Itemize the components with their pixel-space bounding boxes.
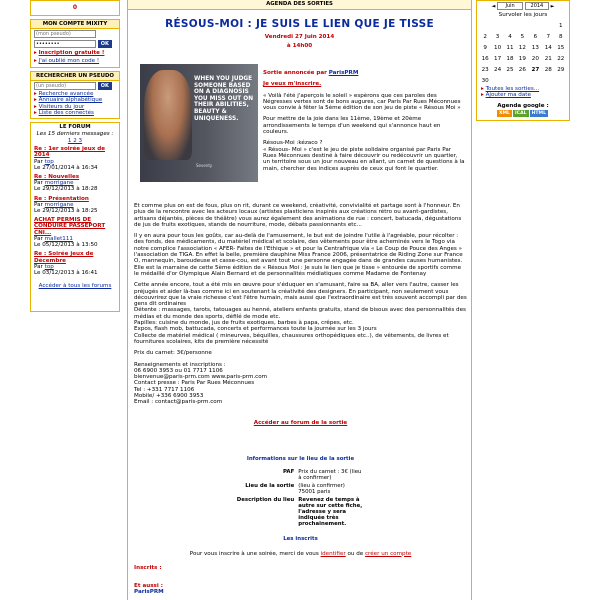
all-forums-link[interactable]: Accéder à tous les forums	[38, 283, 112, 290]
event-time: à 14h00	[286, 43, 313, 49]
create-account-link[interactable]: créer un compte	[364, 550, 412, 557]
search-ok-button[interactable]: OK	[98, 82, 112, 90]
forum-pages[interactable]: 1 2 3	[67, 137, 83, 144]
main-content	[127, 0, 472, 600]
forum-item-date: Le 05/12/2013 à 13:50	[34, 242, 98, 249]
forum-item-date: Le 03/12/2013 à 16:41	[34, 269, 98, 276]
selected-day[interactable]: 27	[531, 66, 540, 73]
info-row: Description du lieu Revenez de temps à autre sur cette fiche, l'adresse y sera indiquée très prochainement.	[236, 497, 363, 528]
prev-month-arrow-icon[interactable]: ◄	[491, 3, 496, 10]
signup-link[interactable]: Inscription gratuite !	[38, 50, 105, 56]
info-header: Informations sur le lieu de la sortie	[246, 455, 355, 462]
inscription-notice: Pour vous inscrire à une soirée, merci de vous identifier ou de créer un compte	[189, 550, 412, 557]
forum-item-author[interactable]: morrigane	[44, 201, 74, 208]
poster-signature: Seventy	[196, 163, 213, 168]
forum-item: Re : 1er soirée jeux de 2014 Par top Le 27/01/2014 à 16:34	[34, 146, 106, 171]
login-ok-button[interactable]: OK	[98, 40, 112, 48]
info-row: Lieu de la sortie (lieu à confirmer) 75001 paris	[245, 483, 345, 496]
forum-box	[30, 122, 120, 312]
forum-item-title[interactable]: ACHAT PERMIS DE CONDUIRE PASSEPORT CNI...	[34, 217, 106, 236]
html-feed-button[interactable]: HTML	[531, 110, 547, 116]
join-link[interactable]: Je veux m'inscrire.	[263, 81, 322, 88]
account-box	[30, 19, 120, 68]
account-title: MON COMPTE MIXITY	[31, 20, 119, 29]
forum-title: LE FORUM	[31, 123, 119, 131]
intro-paragraph: « Voilà l'été j'aperçois le soleil » espèrons que ces paroles des Négresses vertes sont de bons augures, car Paris Par Rues Méconnues vous convie à fêter la 5ème édition de son jeu de piste « Résous Moi »	[263, 92, 461, 112]
forum-item: Re : Nouvelles Par morrigane Le 29/12/2013 à 18:28	[34, 174, 98, 193]
forum-item: Re : Soirée jeux de Décembre Par top Le 03/12/2013 à 16:41	[34, 251, 98, 276]
description-paragraph: Il y en aura pour tous les goûts, car au-delà de l'amusement, le but est de joindre l'utile à l'agréable, pour récolter : des fonds, des médicaments, du matériel médical et scolaire, des vêtements pour être acheminés vers le Togo via notre complice l'association « AFER- Faites de l'Ethique » et pour la Centrafrique via « Le Coup de Pouce des Anges » l'association de TIGA. En effet la belle, première dauphine Miss France 2006, présentatrice de Riding Zone sur France O, mannequin, baroudeuse et casse-cou, est avant tout une personne engagée dans de grandes causes humanistes. Elle est la marraine de cette 5ème édition de « Résous Moi : Je suis le lien que je tisse » entourée de sportifs comme le médaillé d'or Olympique Alain Bernard et de personnalités médiatiques comme Madame de Fontenay	[134, 233, 463, 277]
pseudo-input[interactable]	[34, 30, 96, 38]
event-title: RÉSOUS-MOI : JE SUIS LE LIEN QUE JE TISSE	[165, 18, 434, 30]
search-pseudo-input[interactable]	[34, 82, 96, 90]
search-title: RECHERCHER UN PSEUDO	[31, 72, 119, 81]
announced-label: Sortie annoncée par	[263, 70, 327, 76]
feed-buttons	[479, 110, 567, 117]
forum-item: ACHAT PERMIS DE CONDUIRE PASSEPORT CNI... Par mallet111 Le 05/12/2013 à 13:50	[34, 217, 106, 249]
forum-item-title[interactable]: Re : Présentation	[34, 195, 89, 202]
arrow-icon: ▸	[34, 58, 37, 65]
forum-item-author[interactable]: top	[44, 158, 54, 165]
event-date: Vendredi 27 Juin 2014	[264, 34, 335, 40]
xml-feed-button[interactable]: XML	[498, 110, 510, 116]
calendar-week: 23 24 25 26 27 28 29	[479, 64, 567, 75]
arrow-icon: ▸	[34, 90, 37, 97]
connected-list-link[interactable]: Liste des connectés	[38, 110, 94, 117]
forgot-code-link[interactable]: J'ai oublié mon code !	[38, 58, 100, 65]
forum-item-author[interactable]: mallet111	[44, 235, 73, 242]
visitor-counter-box	[30, 0, 120, 16]
search-pseudo-box	[30, 71, 120, 120]
left-column	[30, 0, 120, 315]
forum-item-title[interactable]: Re : Soirée jeux de Décembre	[34, 251, 94, 264]
poster-text: WHEN YOU JUDGE SOMEONE BASED ON A DIAGNOSIS YOU MISS OUT ON THEIR ABILITIES, BEAUTY & UNIQUENESS.	[194, 76, 254, 122]
right-column	[476, 0, 570, 121]
announcer-link[interactable]: ParisPRM	[328, 70, 359, 76]
visitor-counter: 0	[72, 4, 78, 11]
forum-item: Re : Présentation Par morrigane Le 29/12/2013 à 18:25	[34, 195, 98, 215]
forum-item-author[interactable]: morrigane	[44, 180, 74, 187]
advanced-search-link[interactable]: Recherche avancée	[38, 90, 94, 97]
event-description	[134, 203, 467, 596]
venue-info-table	[235, 468, 367, 528]
survey-days-label: Survoler les jours	[498, 12, 548, 18]
month-select[interactable]: Juin	[497, 2, 523, 10]
inscrits-header: Les inscrits	[283, 536, 318, 543]
calendar-week: 2 3 4 5 6 7 8	[483, 33, 563, 40]
description-paragraph: Et comme plus on est de fous, plus on rit, durant ce weekend, créativité, convivialité et partage sont à l'honneur. En plus de la rencontre avec les acteurs locaux (artistes plasticiens inspirés aux créations rétro ou avant-gardistes, artisans déjantés, pièces de théâtre) vous aurez également des animations de rue : concert, batucada, dégustations de jus de fruits exotiques, stands de nourriture, mode, débats passionnants etc...	[134, 203, 462, 228]
agenda-google-label: Agenda google :	[497, 102, 549, 109]
inscrits-label: Inscrits :	[134, 564, 162, 571]
agenda-header: AGENDA DES SORTIES	[128, 0, 471, 10]
forum-item-date: Le 27/01/2014 à 16:34	[34, 164, 98, 171]
next-month-arrow-icon[interactable]: ►	[550, 3, 555, 10]
calendar-week: 9 10 11 12 13 14 15	[483, 44, 565, 51]
intro-paragraph: Pour mettre de la joie dans les 11ème, 19ème et 20ème arrondissements le temps d'un weekend qui s'annonce haut en couleurs.	[263, 116, 441, 136]
forum-item-date: Le 29/12/2013 à 18:25	[34, 208, 98, 215]
also-member-link[interactable]: ParisPRM	[134, 589, 164, 596]
year-select[interactable]: 2014	[525, 2, 549, 10]
arrow-icon: ▸	[34, 50, 37, 56]
ical-feed-button[interactable]: ICAL	[514, 110, 527, 116]
info-row: PAF Prix du carnet : 3€ (lieu à confirmer)	[282, 469, 362, 482]
forum-item-title[interactable]: Re : 1er soirée jeux de 2014	[34, 146, 106, 159]
identify-link[interactable]: identifier	[320, 550, 346, 557]
directory-link[interactable]: Annuaire alphabétique	[38, 97, 103, 104]
event-poster-image	[140, 64, 258, 182]
also-label: Et aussi :	[134, 583, 163, 590]
arrow-icon: ▸	[34, 110, 37, 117]
add-date-link[interactable]: Ajouter ma date	[485, 92, 531, 99]
forum-item-title[interactable]: Re : Nouvelles	[34, 174, 80, 181]
description-paragraph: Cette année encore, tout a été mis en œuvre pour s'éduquer en s'amusant, faire sa BA, aller vers l'autre, casser les préjugés et aider là-bas comme ici en soutenant la créativité des designers. En participant, non seulement vous découvrirez que la vraie richesse c'est l'être humain, mais aussi que l'extraordinaire est très souvent accompli par des gens dit ordinaires Détente : massages, tarots, tatouages au henné, ateliers enfants gratuits, stand de bisous avec des personnalités des médias et du monde des sports, défilé de mode etc. Papilles: cuisine du monde, jus de fruits exotiques, barbes à papa, crêpes, etc. Expos, flash mob, battucada, concerts et performances toute la journée sur les 3 jours Collecte de matériel médical ( mineurves, béquilles, chaussures orthopédiques etc..), de vêtements, de livres et fournitures scolaires, kits de première nécessité	[134, 282, 467, 345]
forum-item-author[interactable]: top	[44, 263, 54, 270]
calendar-week: 1	[558, 22, 563, 29]
arrow-icon: ▸	[34, 97, 37, 104]
forum-subtitle: Les 15 derniers messages :	[36, 131, 114, 138]
day-visitors-link[interactable]: Visiteurs du jour	[38, 103, 85, 110]
forum-item-date: Le 29/12/2013 à 18:28	[34, 186, 98, 193]
contact-paragraph: Renseignements et inscriptions : 06 6900 3953 ou 01 7717 1106 bienvenue@paris-prm.com www.paris-prm.com Contact presse : Paris Par Rues Méconnues Tel : +331 7717 1106 Mobile/ +336 6900 3953 Email : contact@paris-prm.com	[134, 361, 268, 406]
password-input[interactable]: ••••••••	[34, 40, 96, 48]
calendar-week: 30	[481, 77, 489, 84]
arrow-icon: ▸	[481, 92, 484, 99]
price-paragraph: Prix du carnet: 3€/personne	[134, 350, 212, 357]
arrow-icon: ▸	[481, 86, 484, 92]
calendar-box: ◄ Juin 2014 ► Survoler les jours 1 2 3 4 5 6 7 8 9 10 11 12 13 14 15 16 17 18 19 20 21 22 23 24 25 26 27 28 29 30 ▸ Toutes les sorties... ▸ Ajouter ma date Agenda google : XML ICAL HTML	[476, 0, 570, 121]
event-forum-link[interactable]: Accéder au forum de la sortie	[253, 419, 348, 426]
intro-paragraph: Résous-Moi :kézaco ? « Résous- Moi » c'est le jeu de piste solidaire organisé par Paris Par Rues Méconnues destiné à faire découvrir ou redécouvrir un quartier, un territoire sous un jour nouveau en allant, un carnet de questions à la main, chercher des indices auprès de ceux qui font le quartier.	[263, 140, 465, 172]
calendar-grid	[479, 20, 567, 86]
calendar-week: 16 17 18 19 20 21 22	[481, 55, 565, 62]
arrow-icon: ▸	[34, 103, 37, 110]
event-intro	[263, 70, 466, 177]
